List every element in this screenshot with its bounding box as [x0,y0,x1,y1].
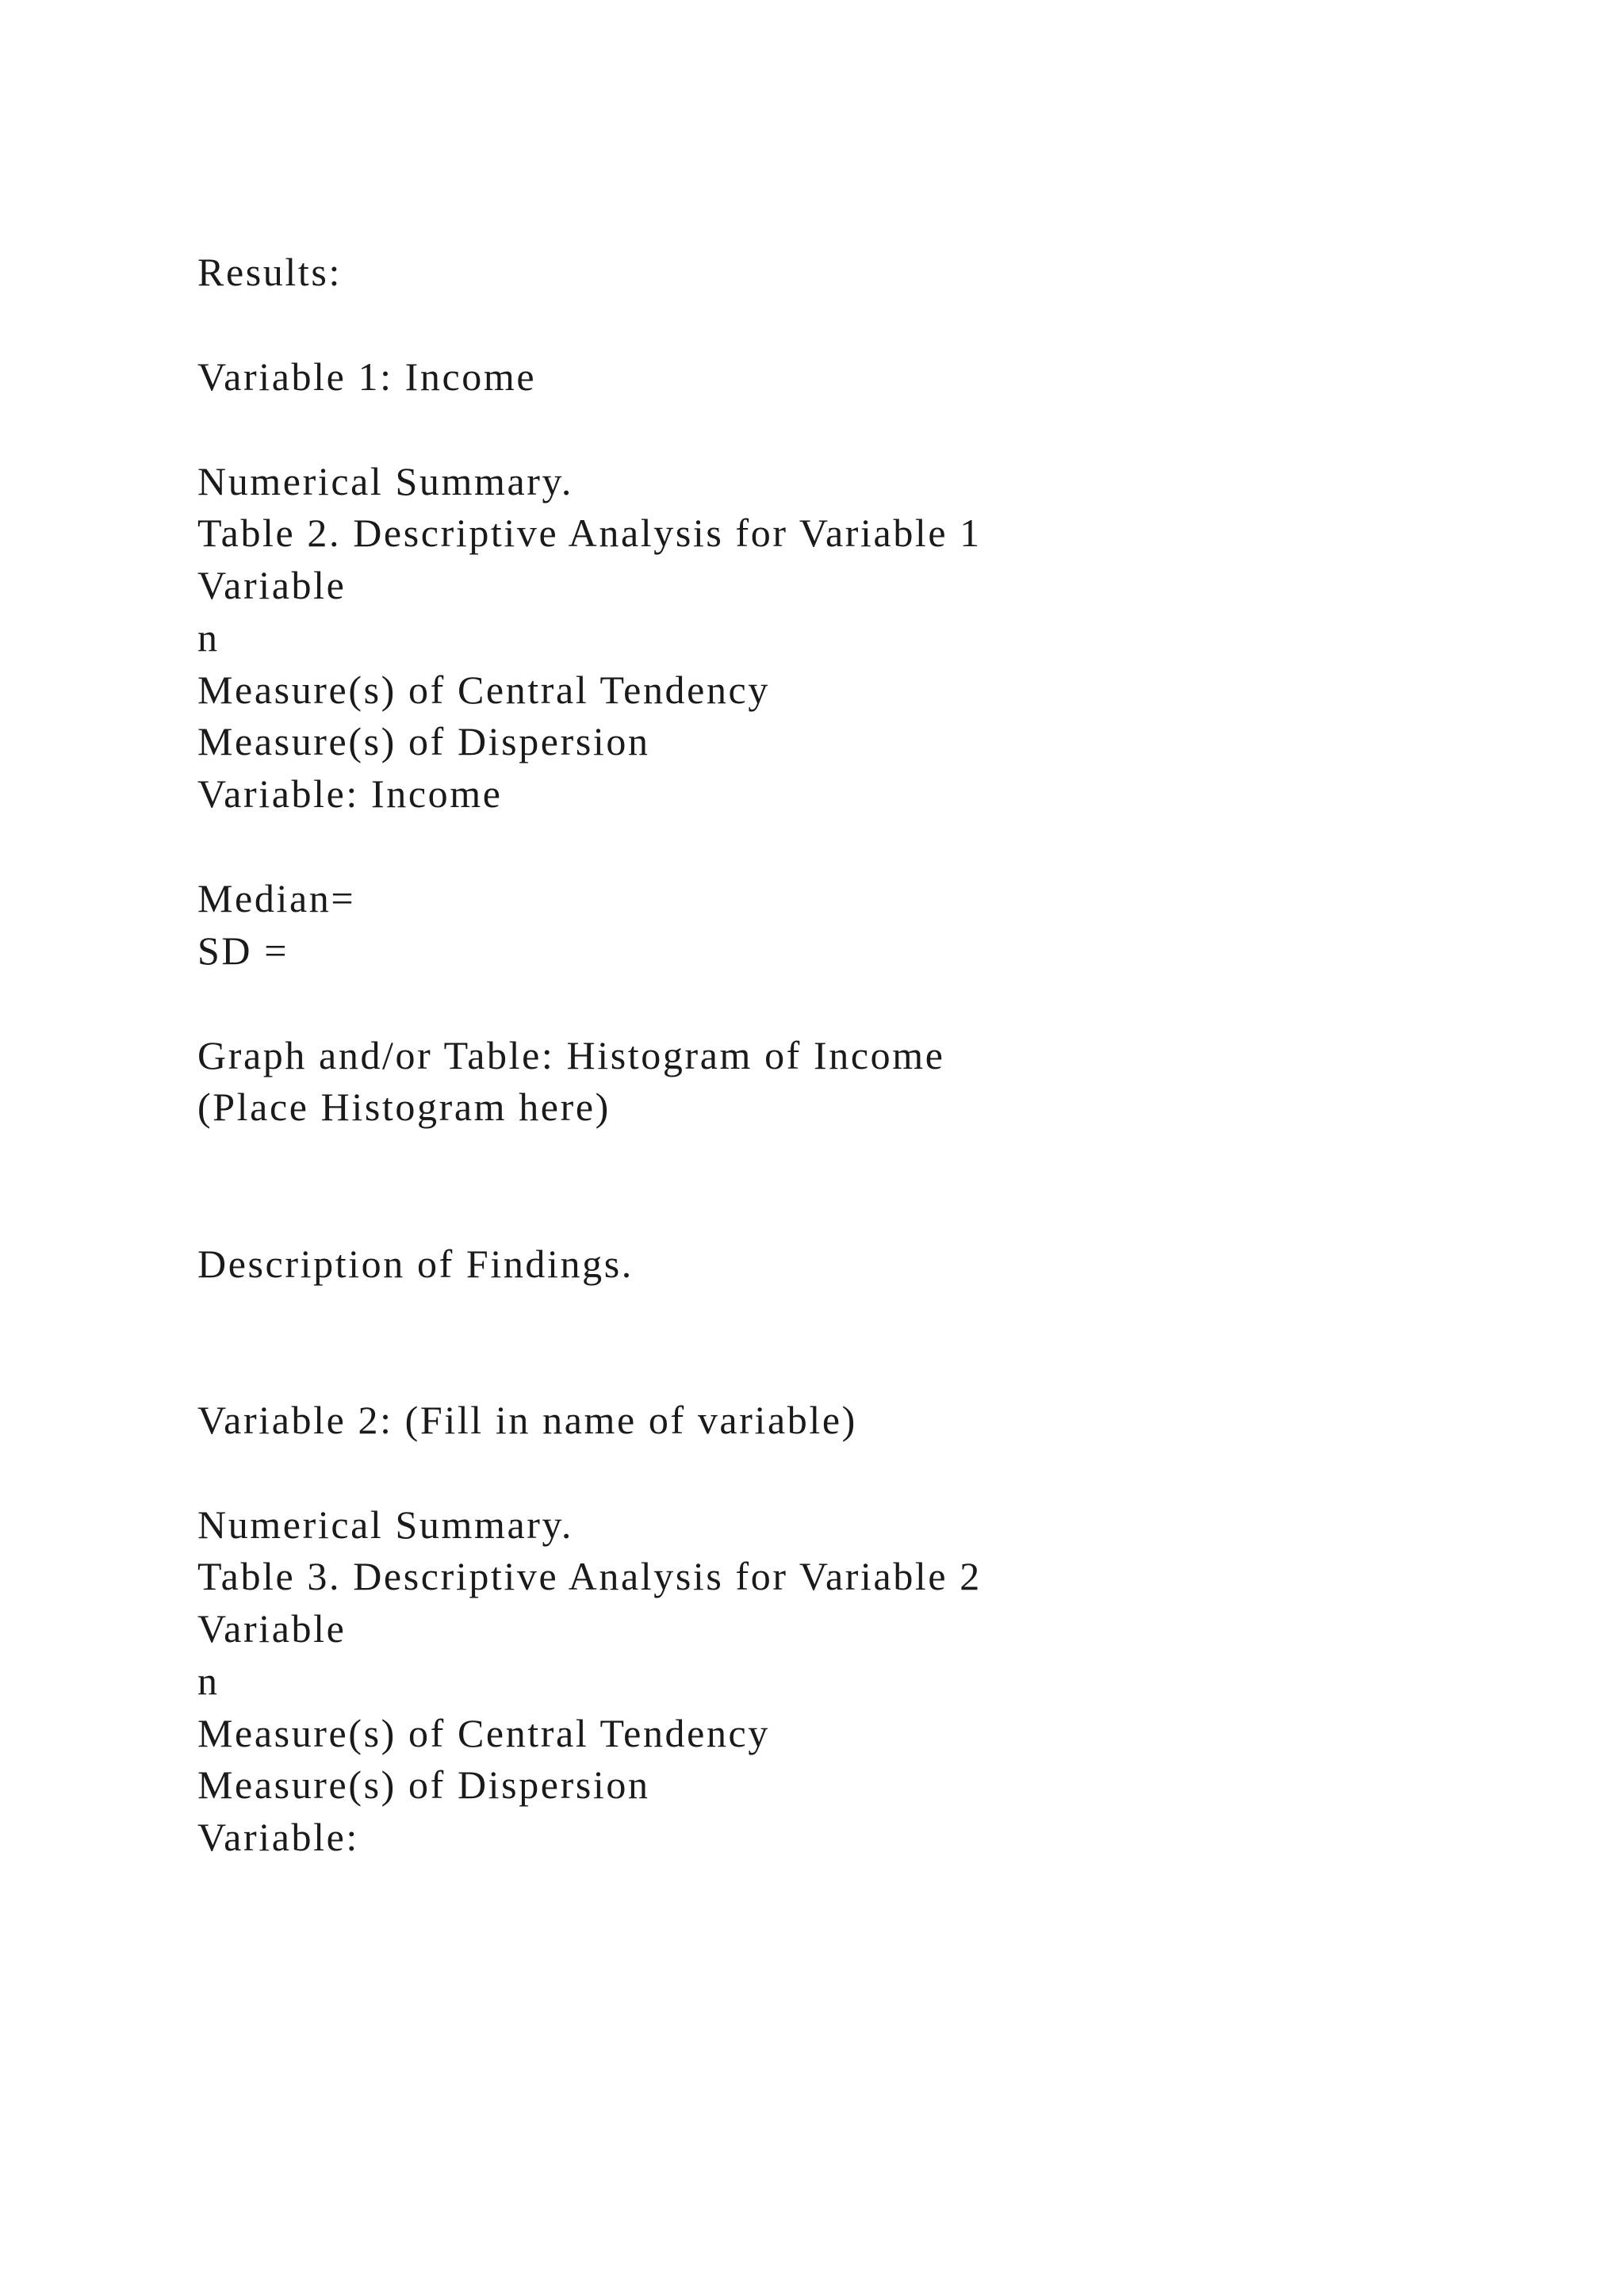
variable2-heading: Variable 2: (Fill in name of variable) [197,1398,857,1442]
table3-col-n: n [197,1659,220,1703]
description-of-findings: Description of Findings. [197,1242,634,1286]
table3-col-central-tendency: Measure(s) of Central Tendency [197,1711,770,1755]
table2-col-n: n [197,615,220,660]
table2-caption: Table 2. Descriptive Analysis for Variable 1 [197,511,982,555]
table2-row-variable: Variable: Income [197,771,503,816]
table2-col-dispersion: Measure(s) of Dispersion [197,719,650,763]
table2-col-variable: Variable [197,563,347,607]
table3-col-variable: Variable [197,1606,347,1651]
results-heading: Results: [197,250,342,294]
variable1-heading: Variable 1: Income [197,354,537,399]
table3-row-variable: Variable: [197,1815,359,1859]
table2-median: Median= [197,876,356,920]
variable1-numerical-summary: Numerical Summary. [197,459,573,503]
table3-caption: Table 3. Descriptive Analysis for Variable 2 [197,1554,982,1598]
table2-sd: SD = [197,928,289,973]
variable1-graph-heading: Graph and/or Table: Histogram of Income [197,1033,945,1077]
variable2-numerical-summary: Numerical Summary. [197,1502,573,1547]
table2-col-central-tendency: Measure(s) of Central Tendency [197,668,770,712]
histogram-placeholder: (Place Histogram here) [197,1085,611,1129]
table3-col-dispersion: Measure(s) of Dispersion [197,1762,650,1807]
